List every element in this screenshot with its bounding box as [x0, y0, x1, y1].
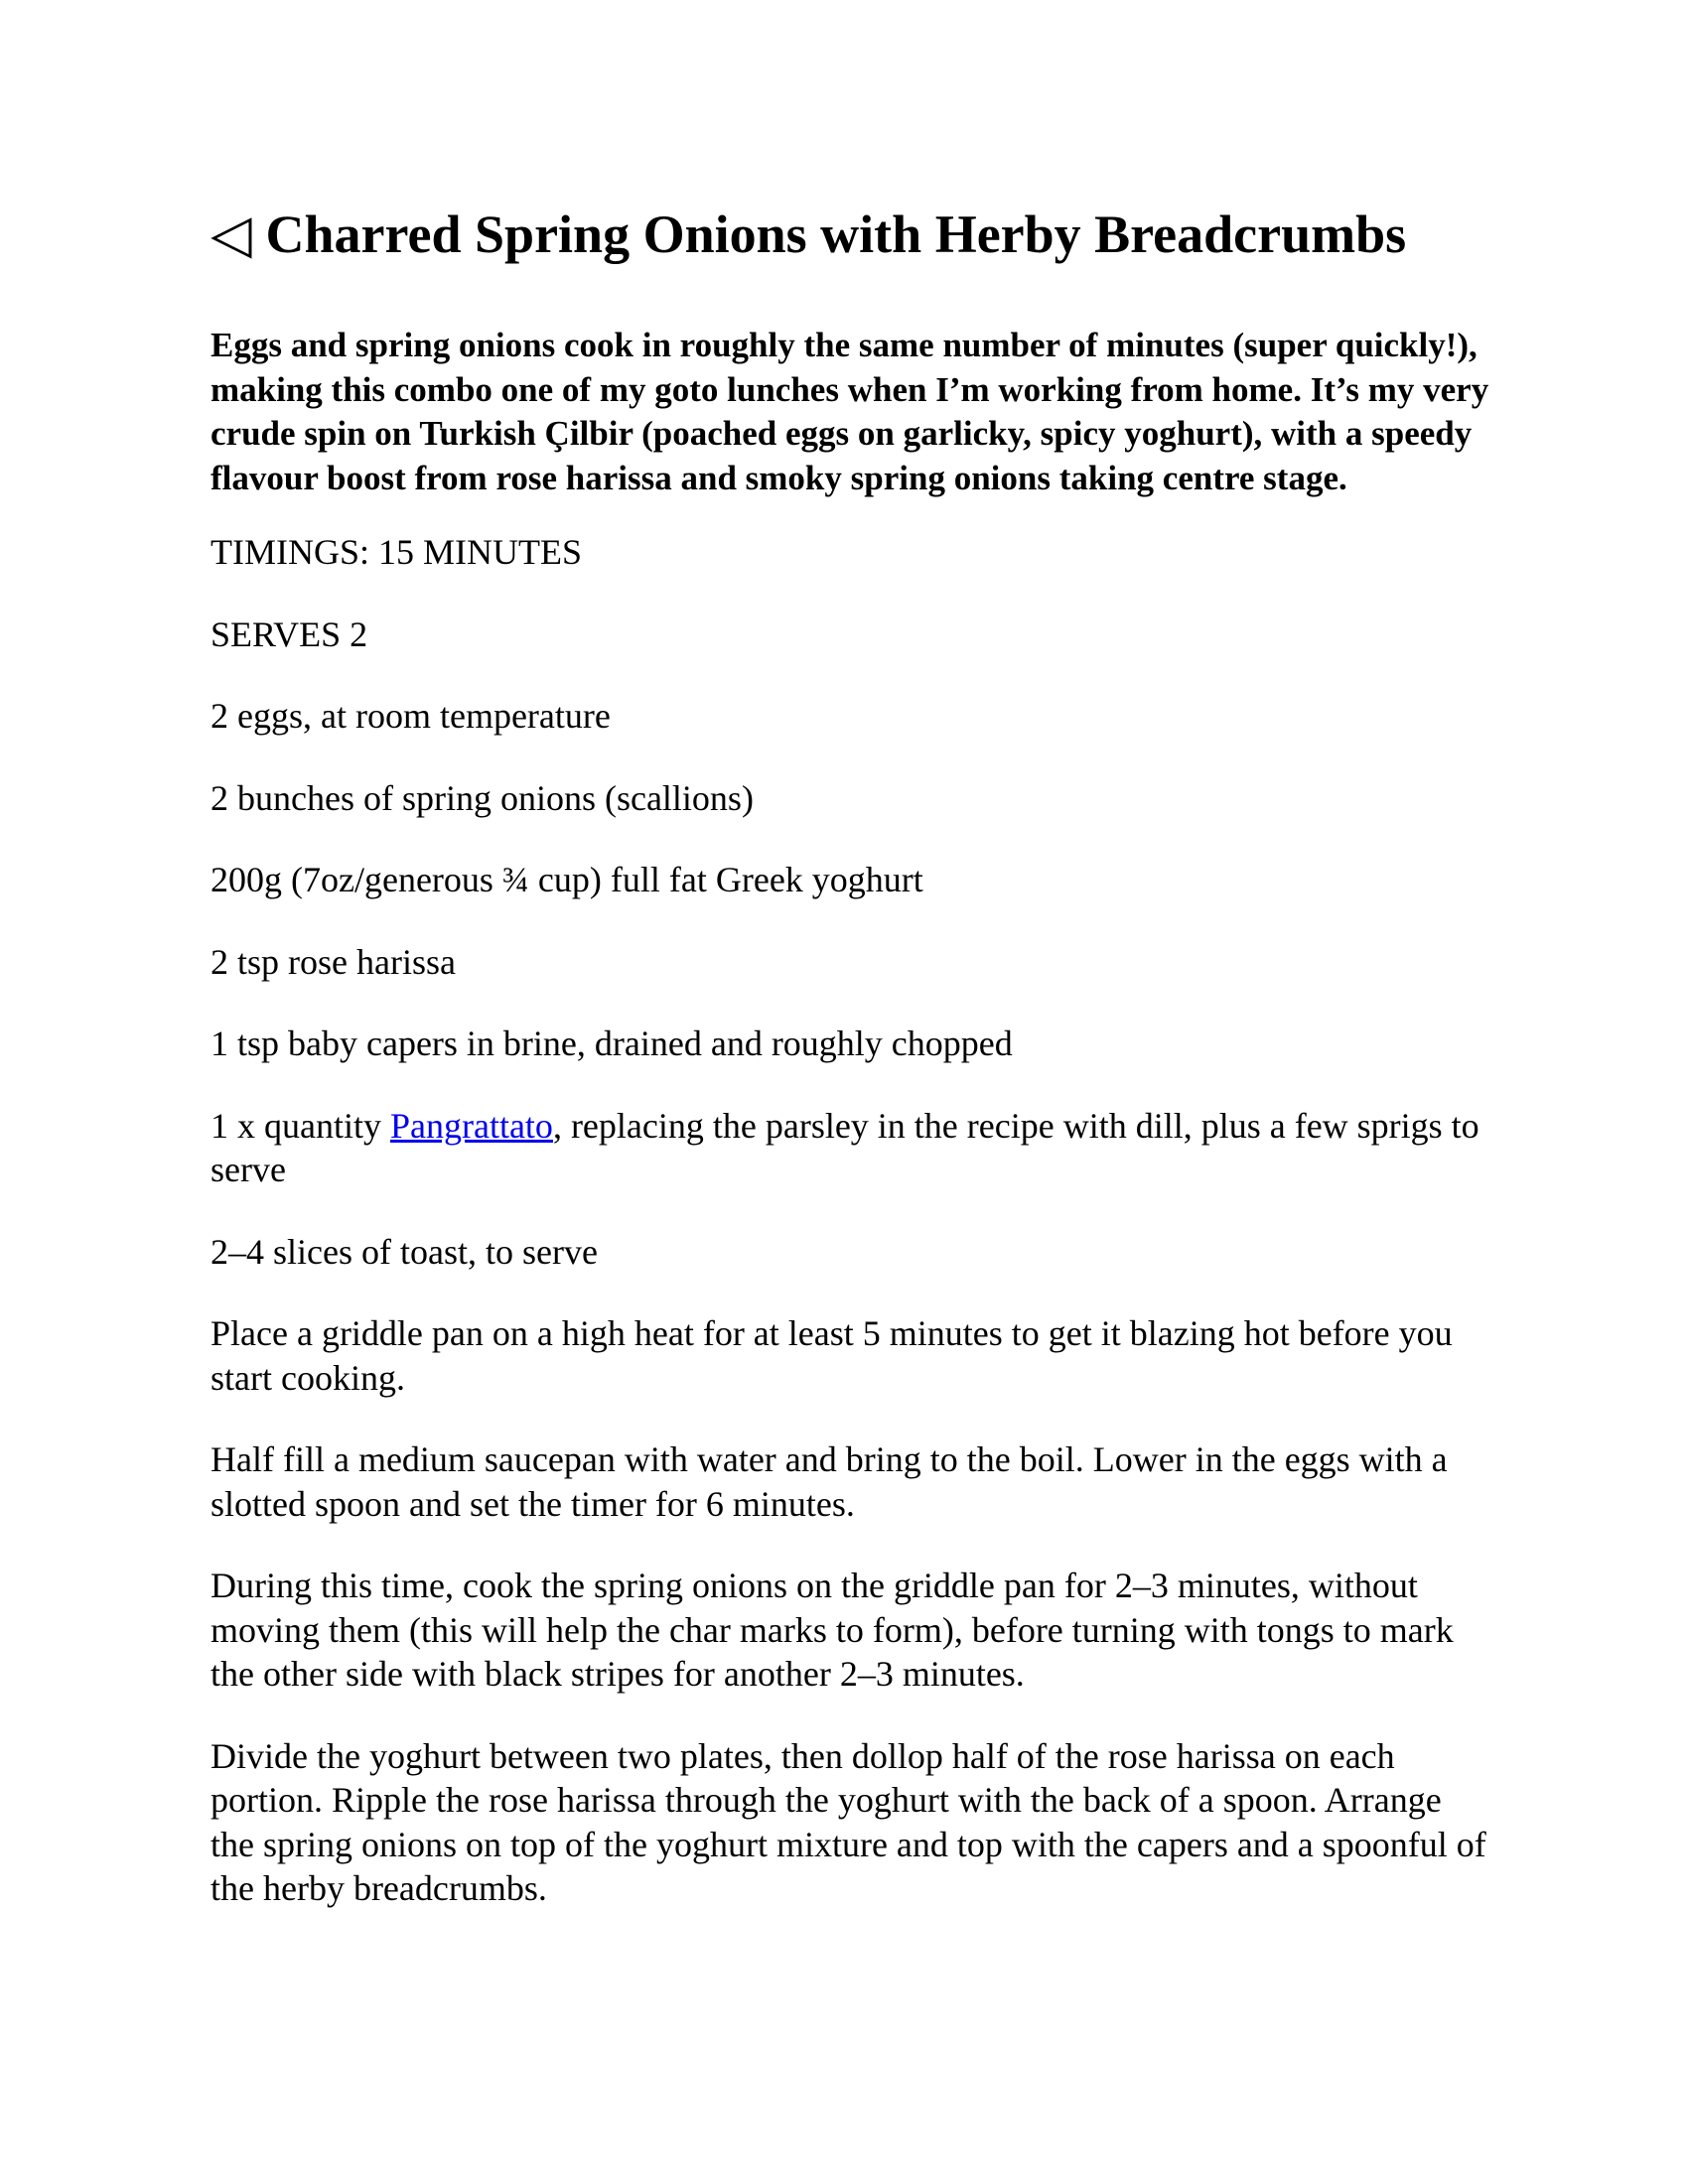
pangrattato-link[interactable]: Pangrattato [389, 1105, 553, 1146]
ingredient-item: 2–4 slices of toast, to serve [211, 1231, 598, 1272]
ingredient-text: , replacing the parsley in the recipe with dill, plus a few sprigs to serve [211, 1105, 1479, 1189]
method-step: Divide the yoghurt between two plates, then dollop half of the rose harissa on each portion. Ripple the rose harissa through the yoghurt with the back of a spoon. Arrange the spring onions on top of the yoghurt mixture and top with the capers and a spoonful of the herby breadcrumbs. [211, 1735, 1486, 1908]
ingredient-item: 200g (7oz/generous ¾ cup) full fat Greek yoghurt [211, 860, 923, 899]
recipe-serves: SERVES 2 [211, 614, 368, 654]
ingredient-item: 2 tsp rose harissa [211, 941, 456, 982]
ingredient-item: 1 tsp baby capers in brine, drained and roughly chopped [211, 1024, 1013, 1063]
ingredient-item: 2 eggs, at room temperature [211, 696, 611, 736]
ingredient-item: 2 bunches of spring onions (scallions) [211, 777, 754, 818]
method-step: Place a griddle pan on a high heat for at least 5 minutes to get it blazing hot before you start cooking. [211, 1313, 1453, 1398]
page-title-text: Charred Spring Onions with Herby Breadcrumbs [265, 205, 1407, 264]
method-step: Half fill a medium saucepan with water and bring to the boil. Lower in the eggs with a slotted spoon and set the timer for 6 minutes. [211, 1439, 1448, 1524]
back-triangle-icon[interactable]: ◁ [211, 205, 252, 264]
recipe-timings: TIMINGS: 15 MINUTES [211, 532, 582, 572]
recipe-page [211, 195, 1491, 1949]
page-title [211, 195, 1491, 274]
ingredient-text: 1 x quantity [211, 1105, 390, 1146]
ingredient-item [211, 1104, 1491, 1192]
recipe-intro: Eggs and spring onions cook in roughly the same number of minutes (super quickly!), making this combo one of my goto lunches when I’m working from home. It’s my very crude spin on Turkish Çilbir (poached eggs on garlicky, spicy yoghurt), with a speedy flavour boost from rose harissa and smoky spring onions taking centre stage. [211, 326, 1489, 497]
method-step: During this time, cook the spring onions on the griddle pan for 2–3 minutes, without moving them (this will help the char marks to form), before turning with tongs to mark the other side with black stripes for another 2–3 minutes. [211, 1566, 1454, 1694]
